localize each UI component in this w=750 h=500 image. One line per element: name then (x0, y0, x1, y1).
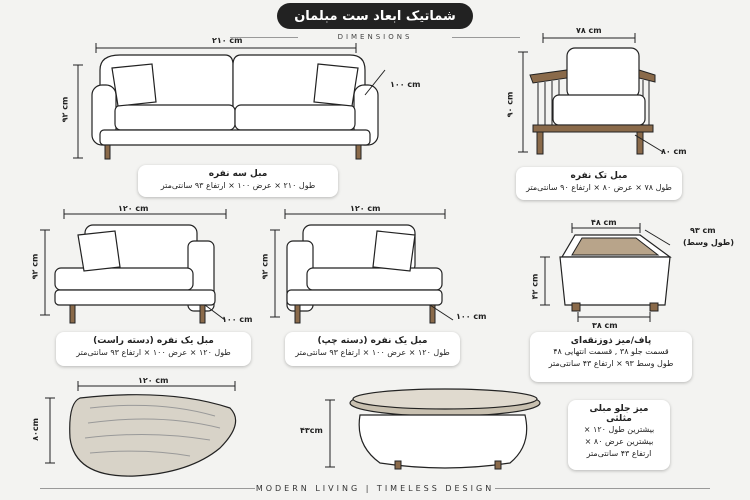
sofa-right-desc: طول ۱۲۰ × عرض ۱۰۰ × ارتفاع ۹۳ سانتی‌متر (76, 348, 231, 357)
triangle-table-drawing (30, 378, 245, 483)
page-subtitle: DIMENSIONS (337, 33, 413, 41)
pouf-name: پاف/میز ذوزنقه‌ای (570, 336, 652, 346)
armchair-height-label: ۹۰ cm (505, 91, 515, 118)
sofa3-height-label: ۹۲ cm (60, 96, 70, 123)
armchair-drawing (505, 30, 680, 165)
pouf-side-note: (طول وسط) (683, 238, 734, 247)
pouf-top-width-label: ۴۸ cm (591, 218, 617, 227)
sofa-left-depth-label: ۱۰۰ cm (456, 312, 487, 321)
armchair-desc: طول ۷۸ × عرض ۸۰ × ارتفاع ۹۰ سانتی‌متر (526, 183, 672, 192)
coffee-table-name: میز جلو مبلی مثلثی (589, 404, 649, 424)
sofa-right-name: مبل یک نفره (دسته راست) (93, 336, 214, 346)
pouf-card (530, 332, 692, 382)
sofa-right-card (56, 332, 251, 366)
armchair-depth-label: ۸۰ cm (661, 147, 687, 156)
page-title: شماتیک ابعاد ست مبلمان (277, 3, 473, 29)
coffee-table-card (568, 400, 670, 470)
armchair-name: مبل تک نفره (570, 171, 628, 181)
sofa3-depth-label: ۱۰۰ cm (390, 80, 421, 89)
divider (495, 488, 710, 489)
triangle-table-width-label: ۱۲۰ cm (138, 376, 169, 385)
triangle-table-depth-label: ۸۰cm (30, 418, 40, 441)
coffee-table-drawing (300, 385, 550, 480)
coffee-table-line2: بیشترین عرض ۸۰ × (584, 437, 654, 446)
coffee-table-line1: بیشترین طول ۱۲۰ × (583, 425, 655, 434)
sofa-right-width-label: ۱۲۰ cm (118, 204, 149, 213)
sofa-left-height-label: ۹۲ cm (260, 253, 270, 280)
sofa-left-desc: طول ۱۲۰ × عرض ۱۰۰ × ارتفاع ۹۳ سانتی‌متر (295, 348, 450, 357)
sofa3-card (138, 165, 338, 197)
sofa3-name: مبل سه نفره (208, 169, 268, 179)
pouf-side-label: ۹۳ cm (690, 226, 716, 235)
coffee-table-line3: ارتفاع ۴۳ سانتی‌متر (586, 449, 652, 458)
sofa-right-depth-label: ۱۰۰ cm (222, 315, 253, 324)
sofa-left-width-label: ۱۲۰ cm (350, 204, 381, 213)
sofa-left-arm-drawing (265, 205, 480, 330)
coffee-table-height-label: ۴۳cm (300, 426, 323, 435)
three-seat-sofa-drawing (60, 40, 400, 165)
sofa-right-arm-drawing (30, 205, 250, 330)
sofa3-desc: طول ۲۱۰ × عرض ۱۰۰ × ارتفاع ۹۳ سانتی‌متر (160, 181, 316, 190)
sofa-right-height-label: ۹۲ cm (30, 253, 40, 280)
pouf-height-label: ۴۲ cm (530, 273, 540, 300)
sofa3-width-label: ۲۱۰ cm (212, 36, 243, 45)
pouf-line2: طول وسط ۹۳ × ارتفاع ۴۳ سانتی‌متر (548, 359, 674, 368)
pouf-bottom-width-label: ۳۸ cm (592, 321, 618, 330)
pouf-drawing (520, 215, 695, 325)
sofa-left-name: مبل یک نفره (دسته چپ) (317, 336, 428, 346)
sofa-left-card (285, 332, 460, 366)
footer-tagline: MODERN LIVING | TIMELESS DESIGN (255, 484, 495, 493)
pouf-line1: قسمت جلو ۳۸ , قسمت انتهایی ۴۸ (553, 347, 669, 356)
armchair-card (516, 167, 682, 200)
armchair-width-label: ۷۸ cm (576, 26, 602, 35)
